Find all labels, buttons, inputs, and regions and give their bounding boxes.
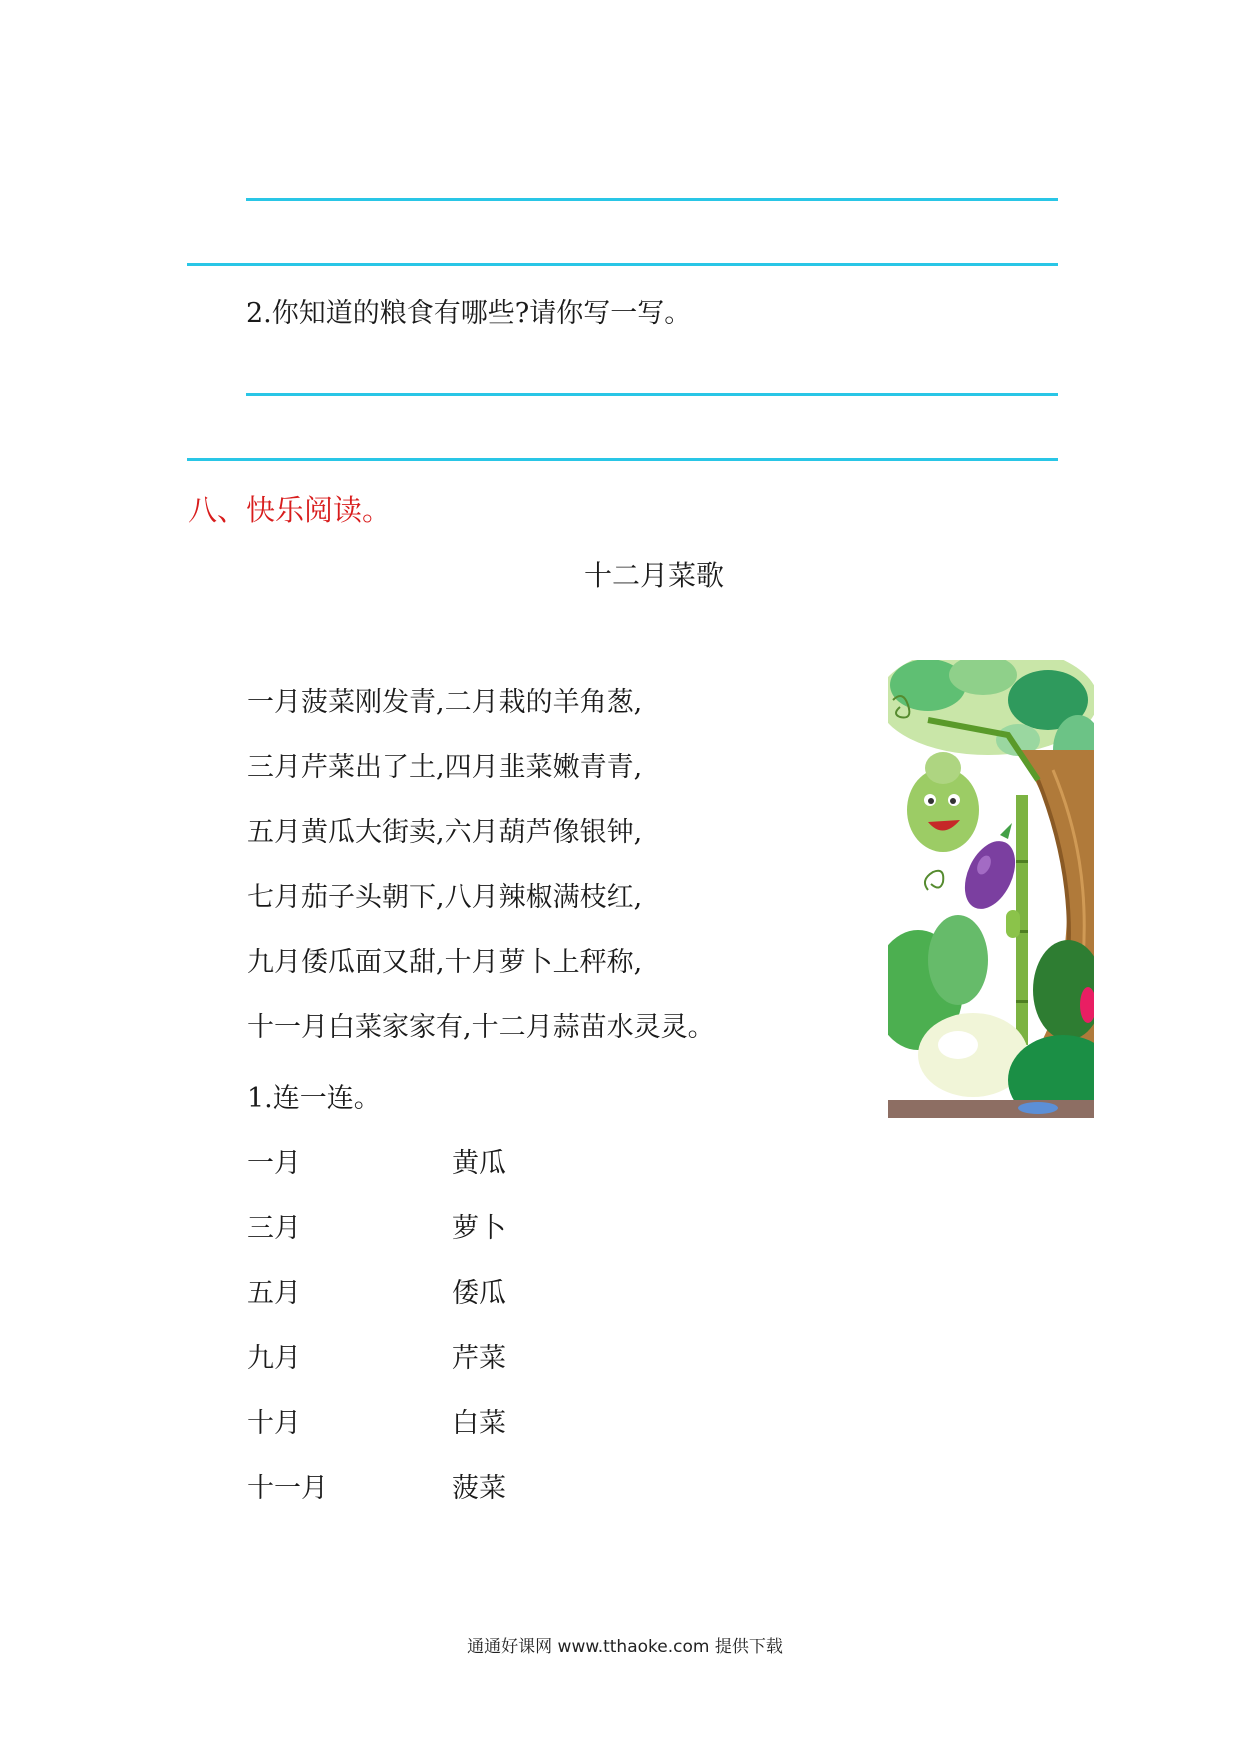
match-row [247, 1342, 647, 1376]
match-month: 九月 [247, 1343, 301, 1374]
answer-line [187, 458, 1058, 461]
match-vegetable: 芹菜 [452, 1343, 506, 1374]
answer-line [187, 263, 1058, 266]
match-vegetable: 倭瓜 [452, 1278, 506, 1309]
match-row [247, 1212, 647, 1246]
section-title: 八、快乐阅读。 [188, 493, 392, 527]
match-month: 五月 [247, 1278, 301, 1309]
match-row [247, 1147, 647, 1181]
poem-line: 七月茄子头朝下,八月辣椒满枝红, [247, 882, 643, 913]
match-vegetable: 菠菜 [452, 1473, 506, 1504]
match-month: 十月 [247, 1408, 301, 1439]
match-vegetable: 萝卜 [452, 1213, 506, 1244]
match-month: 一月 [247, 1148, 301, 1179]
match-row [247, 1277, 647, 1311]
vegetable-illustration [888, 660, 1094, 1118]
match-month: 三月 [247, 1213, 301, 1244]
poem-line: 九月倭瓜面又甜,十月萝卜上秤称, [247, 947, 643, 978]
poem-line: 十一月白菜家家有,十二月蒜苗水灵灵。 [247, 1012, 715, 1043]
poem-line: 一月菠菜刚发青,二月栽的羊角葱, [247, 687, 643, 718]
match-vegetable: 黄瓜 [452, 1148, 506, 1179]
footer-credit: 通通好课网 www.tthaoke.com 提供下载 [467, 1637, 783, 1657]
match-row [247, 1472, 647, 1506]
poem-title: 十二月菜歌 [583, 559, 724, 592]
sub-question: 1.连一连。 [247, 1083, 381, 1114]
match-month: 十一月 [247, 1473, 328, 1504]
match-row [247, 1407, 647, 1441]
match-vegetable: 白菜 [452, 1408, 506, 1439]
question-2: 2.你知道的粮食有哪些?请你写一写。 [246, 298, 692, 329]
answer-line [246, 393, 1058, 396]
poem-line: 三月芹菜出了土,四月韭菜嫩青青, [247, 752, 643, 783]
answer-line [246, 198, 1058, 201]
poem-line: 五月黄瓜大街卖,六月葫芦像银钟, [247, 817, 643, 848]
